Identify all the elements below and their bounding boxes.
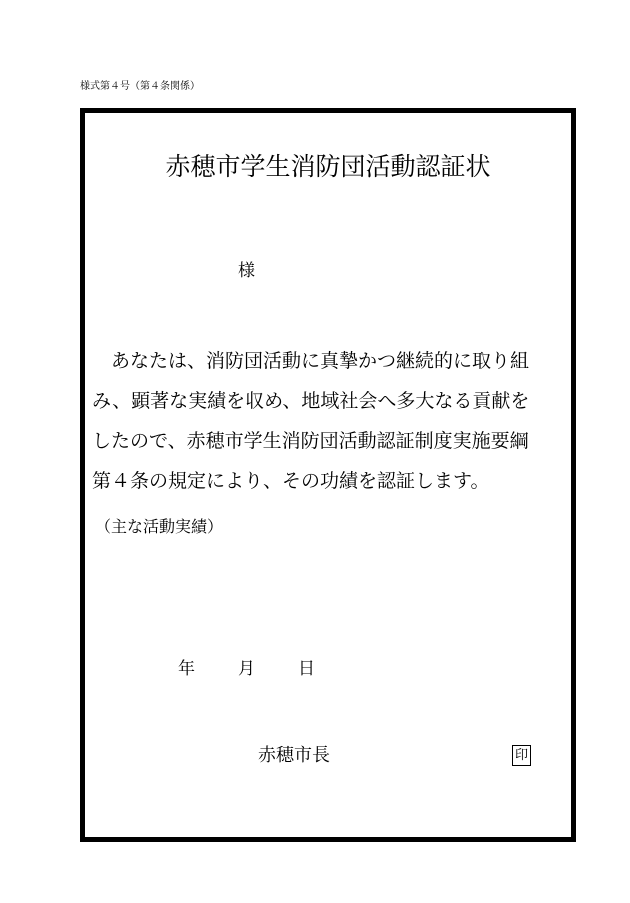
recipient-salutation: 様 bbox=[238, 261, 255, 281]
seal-mark: 印 bbox=[512, 745, 531, 766]
certificate-body bbox=[92, 341, 562, 501]
body-line: み、顕著な実績を収め、地域社会へ多大なる貢献を bbox=[92, 390, 530, 412]
body-line: したので、赤穂市学生消防団活動認証制度実施要綱 bbox=[92, 430, 529, 452]
certificate-frame bbox=[80, 108, 576, 842]
issuer-name: 赤穂市長 bbox=[258, 745, 330, 766]
body-line: あなたは、消防団活動に真摯かつ継続的に取り組 bbox=[92, 350, 530, 372]
form-number: 様式第４号（第４条関係） bbox=[80, 81, 200, 92]
date-year: 年 bbox=[178, 659, 195, 679]
achievements-label: （主な活動実績） bbox=[95, 517, 224, 536]
body-line: 第４条の規定により、その功績を認証します。 bbox=[92, 470, 490, 492]
date-month: 月 bbox=[238, 659, 255, 679]
certificate-title: 赤穂市学生消防団活動認証状 bbox=[165, 152, 491, 181]
date-day: 日 bbox=[298, 659, 315, 679]
